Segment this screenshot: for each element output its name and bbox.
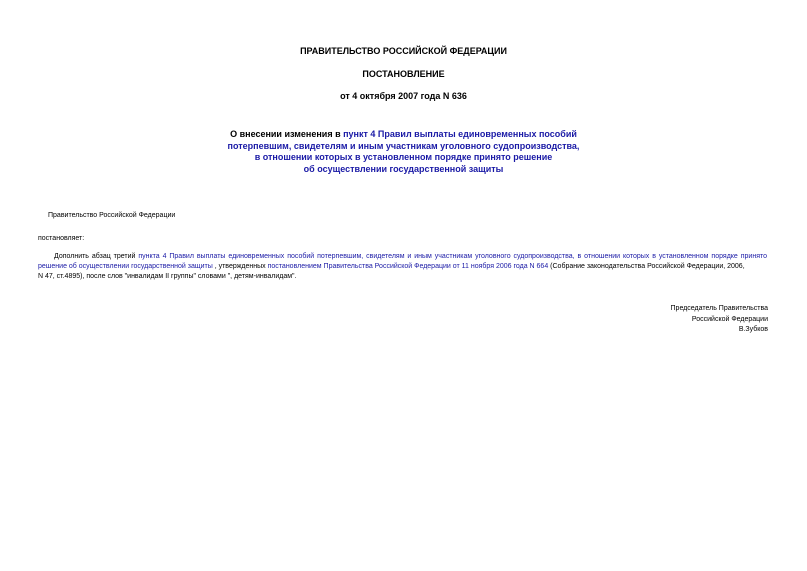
subject-line-2[interactable]: потерпевшим, свидетелям и иным участникам уголовного судопроизводства, — [227, 140, 580, 151]
subject-prefix: О внесении изменения в — [230, 129, 344, 139]
signature-block — [671, 304, 768, 336]
subject-line-3[interactable]: в отношении которых в установленном порядке принято решение — [254, 152, 553, 162]
issuer-text: Правительство Российской Федерации — [48, 212, 176, 219]
paragraph-line-1 — [38, 252, 767, 262]
paragraph-tail: (Собрание законодательства Российской Федерации, 2006, — [548, 263, 745, 270]
paragraph-lead: Дополнить абзац третий — [54, 253, 139, 260]
document-date-number: от 4 октября 2007 года N 636 — [340, 91, 467, 101]
signature-title-1: Председатель Правительства — [670, 305, 768, 312]
rules-point-4-link-cont[interactable]: решение об осуществлении государственной защиты — [38, 263, 213, 270]
subject-line-1 — [0, 129, 807, 141]
government-heading: ПРАВИТЕЛЬСТВО РОССИЙСКОЙ ФЕДЕРАЦИИ — [300, 46, 507, 56]
resolution-664-link[interactable]: постановлением Правительства Российской Федерации от 11 ноября 2006 года N 664 — [267, 263, 549, 270]
signature-name: В.Зубков — [738, 326, 768, 333]
paragraph-mid: , утвержденных — [212, 263, 268, 270]
signature-title-2: Российской Федерации — [691, 315, 768, 323]
paragraph-line-2 — [38, 262, 767, 272]
decrees-text: постановляет: — [38, 235, 85, 242]
subject-link-point-4[interactable]: пункт 4 Правил выплаты единовременных пособий — [343, 129, 577, 139]
document-subject — [0, 129, 807, 175]
rules-point-4-link[interactable]: пункта 4 Правил выплаты единовременных пособий потерпевшим, свидетелям и иным участникам уголовного судопроизводства, в отношении которых в установленном порядке принято — [138, 253, 768, 260]
main-paragraph — [38, 252, 767, 282]
subject-line-4[interactable]: об осуществлении государственной защиты — [303, 163, 504, 174]
document-type-heading: ПОСТАНОВЛЕНИЕ — [362, 69, 445, 79]
paragraph-line-3: N 47, ст.4895), после слов "инвалидам II группы" словами ", детям-инвалидам". — [38, 273, 297, 280]
